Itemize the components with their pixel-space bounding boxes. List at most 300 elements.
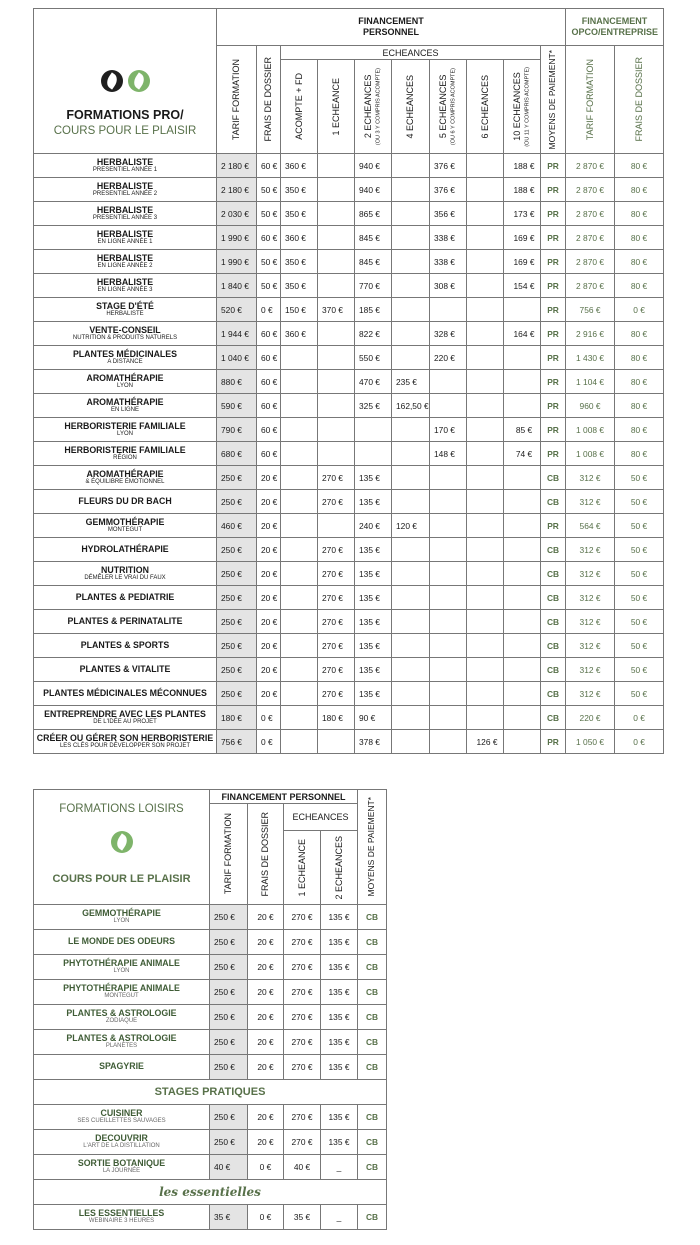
payment-method-cell: CB [541,538,566,562]
acompte-cell [281,394,318,418]
payment-method-cell: PR [541,250,566,274]
echeance-1-cell [318,418,355,442]
table-row [34,955,387,980]
opco-tarif-cell: 2 870 € [566,202,615,226]
course-title: GEMMOTHÉRAPIE [85,516,165,527]
echeance-2-cell [355,442,392,466]
tarif-cell: 250 € [210,1005,248,1030]
frais-cell: 0 € [248,1155,284,1180]
echeance-2-cell: 135 € [321,1130,358,1155]
course-name [34,682,217,706]
opco-frais-cell: 0 € [615,706,664,730]
echeance-6-cell: 126 € [467,730,504,754]
acompte-cell [281,466,318,490]
echeance-2-cell: 185 € [355,298,392,322]
opco-frais-cell: 80 € [615,250,664,274]
table-row [34,562,664,586]
payment-method-cell: PR [541,202,566,226]
payment-method-cell: PR [541,178,566,202]
tarif-cell: 250 € [217,538,257,562]
echeance-1-cell [318,274,355,298]
payment-method-cell: CB [541,706,566,730]
course-subtitle: DE L'IDÉE AU PROJET [93,718,157,725]
opco-tarif-cell: 312 € [566,682,615,706]
opco-frais-cell: 50 € [615,586,664,610]
payment-method-cell: PR [541,298,566,322]
echeance-4-cell [392,202,430,226]
course-title: HERBALISTE [96,204,154,215]
echeance-4-cell: 235 € [392,370,430,394]
echeance-6-cell [467,442,504,466]
tarif-cell: 250 € [210,955,248,980]
table-row [34,610,664,634]
course-name [34,730,217,754]
table-row [34,514,664,538]
echeance-4-cell [392,634,430,658]
course-subtitle: EN LIGNE ANNÉE 1 [97,238,153,245]
echeance-1-cell: 270 € [318,466,355,490]
opco-tarif-cell: 220 € [566,706,615,730]
echeance-4-cell [392,538,430,562]
course-title: PHYTOTHÉRAPIE ANIMALE [63,983,180,994]
table-row [34,202,664,226]
table-row [34,490,664,514]
course-title: PLANTES MÉDICINALES [72,348,178,359]
frais-cell: 20 € [248,1005,284,1030]
echeance-4-cell [392,466,430,490]
tarif-cell: 250 € [210,1130,248,1155]
echeance-1-cell: 370 € [318,298,355,322]
course-name [34,634,217,658]
frais-cell: 20 € [257,610,281,634]
echeance-5-cell: 148 € [430,442,467,466]
echeance-1-cell [318,226,355,250]
echeance-1-cell: 180 € [318,706,355,730]
echeance-4-cell [392,418,430,442]
echeance-4-cell: 120 € [392,514,430,538]
table-row [34,1105,387,1130]
echeance-2-cell: 550 € [355,346,392,370]
echeance-5-cell: 308 € [430,274,467,298]
echeance-6-cell [467,706,504,730]
pricing-table-pro [33,8,664,754]
payment-method-cell: CB [358,1205,387,1230]
echeance-2-cell: 135 € [321,1005,358,1030]
course-title: GEMMOTHÉRAPIE [82,908,161,919]
opco-frais-cell: 50 € [615,466,664,490]
payment-method-cell: CB [358,955,387,980]
course-name [34,274,217,298]
echeance-10-cell: 154 € [504,274,541,298]
opco-tarif-cell: 2 870 € [566,274,615,298]
course-subtitle: HERBALISTE [106,310,144,317]
header-4-echeances: 4 ECHEANCES [392,60,430,154]
table-row [34,682,664,706]
table-row [34,930,387,955]
acompte-cell [281,346,318,370]
acompte-cell [281,730,318,754]
tarif-cell: 250 € [217,658,257,682]
course-name [34,1030,210,1055]
table-row [34,1130,387,1155]
course-subtitle: LYON [113,968,130,975]
frais-cell: 20 € [257,466,281,490]
echeance-4-cell [392,658,430,682]
echeance-6-cell [467,154,504,178]
course-title: HERBALISTE [96,276,154,287]
echeance-6-cell [467,418,504,442]
payment-method-cell: PR [541,514,566,538]
echeance-2-cell: 135 € [355,538,392,562]
opco-frais-cell: 80 € [615,154,664,178]
echeance-10-cell: 188 € [504,178,541,202]
table-row [34,370,664,394]
echeance-1-cell [318,514,355,538]
opco-tarif-cell: 2 870 € [566,154,615,178]
course-subtitle: MONTEGUT [107,526,143,533]
echeance-1-cell [318,154,355,178]
frais-cell: 20 € [248,955,284,980]
echeance-1-cell: 270 € [284,955,321,980]
course-title: AROMATHÉRAPIE [86,372,164,383]
echeance-1-cell: 270 € [318,634,355,658]
echeance-4-cell [392,154,430,178]
course-name [34,1005,210,1030]
acompte-cell [281,562,318,586]
header-moyens-paiement: MOYENS DE PAIEMENT* [358,790,387,905]
echeance-6-cell [467,298,504,322]
echeance-2-cell: 135 € [321,955,358,980]
echeance-4-cell [392,586,430,610]
echeance-2-cell: 135 € [321,980,358,1005]
table-row [34,274,664,298]
opco-frais-cell: 80 € [615,370,664,394]
opco-tarif-cell: 312 € [566,658,615,682]
frais-cell: 0 € [257,298,281,322]
echeance-10-cell: 169 € [504,226,541,250]
frais-cell: 20 € [248,1105,284,1130]
echeance-5-cell: 338 € [430,226,467,250]
acompte-cell [281,634,318,658]
course-name [34,394,217,418]
frais-cell: 20 € [257,586,281,610]
opco-tarif-cell: 1 430 € [566,346,615,370]
tarif-cell: 1 840 € [217,274,257,298]
acompte-cell: 350 € [281,178,318,202]
course-title: HYDROLATHÉRAPIE [81,543,169,554]
acompte-cell [281,442,318,466]
payment-method-cell: CB [541,682,566,706]
opco-frais-cell: 50 € [615,514,664,538]
opco-tarif-cell: 960 € [566,394,615,418]
echeance-6-cell [467,610,504,634]
echeance-2-cell: 135 € [321,1105,358,1130]
echeance-4-cell [392,178,430,202]
echeance-2-cell: 822 € [355,322,392,346]
course-name [34,980,210,1005]
payment-method-cell: PR [541,274,566,298]
echeance-1-cell [318,730,355,754]
course-title: AROMATHÉRAPIE [86,468,164,479]
frais-cell: 50 € [257,202,281,226]
table-row [34,730,664,754]
opco-tarif-cell: 1 008 € [566,442,615,466]
tarif-cell: 250 € [217,586,257,610]
echeance-1-cell [318,442,355,466]
echeance-1-cell: 35 € [284,1205,321,1230]
echeance-2-cell: 865 € [355,202,392,226]
opco-frais-cell: 50 € [615,658,664,682]
table-row [34,634,664,658]
acompte-cell [281,706,318,730]
opco-frais-cell: 50 € [615,490,664,514]
echeance-1-cell: 40 € [284,1155,321,1180]
course-title: CUISINER [100,1108,143,1119]
course-name [34,418,217,442]
tarif-cell: 250 € [217,466,257,490]
table-row [34,466,664,490]
echeance-1-cell: 270 € [318,562,355,586]
opco-frais-cell: 0 € [615,298,664,322]
opco-frais-cell: 50 € [615,634,664,658]
course-name [34,370,217,394]
frais-cell: 0 € [257,706,281,730]
echeance-1-cell: 270 € [318,490,355,514]
payment-method-cell: PR [541,730,566,754]
acompte-cell [281,538,318,562]
opco-tarif-cell: 1 050 € [566,730,615,754]
course-subtitle: PRESENTIEL ANNÉE 3 [92,214,158,221]
acompte-cell: 360 € [281,322,318,346]
tarif-cell: 880 € [217,370,257,394]
opco-frais-cell: 50 € [615,682,664,706]
payment-method-cell: CB [541,490,566,514]
frais-cell: 20 € [257,562,281,586]
payment-method-cell: CB [358,1005,387,1030]
opco-tarif-cell: 2 870 € [566,178,615,202]
header-financement-personnel: FINANCEMENT PERSONNEL [210,790,358,804]
header-tarif: TARIF FORMATION [217,46,257,154]
course-title: PLANTES & VITALITE [79,663,171,674]
course-name [34,346,217,370]
echeance-4-cell [392,298,430,322]
leaf-dark-icon [101,70,123,92]
echeance-10-cell [504,394,541,418]
course-title: HERBALISTE [96,156,154,167]
frais-cell: 60 € [257,370,281,394]
echeance-1-cell: 270 € [284,905,321,930]
echeance-2-cell: 135 € [355,610,392,634]
echeance-2-cell: 90 € [355,706,392,730]
course-name [34,226,217,250]
table-row [34,1005,387,1030]
course-name [34,154,217,178]
echeance-6-cell [467,586,504,610]
tarif-cell: 790 € [217,418,257,442]
payment-method-cell: CB [358,980,387,1005]
echeance-10-cell [504,370,541,394]
table-row [34,418,664,442]
frais-cell: 0 € [248,1205,284,1230]
echeance-2-cell: 470 € [355,370,392,394]
header-opco-frais: FRAIS DE DOSSIER [615,46,664,154]
course-name [34,322,217,346]
header-frais: FRAIS DE DOSSIER [248,804,284,905]
opco-frais-cell: 80 € [615,394,664,418]
course-title: PLANTES & ASTROLOGIE [66,1008,177,1019]
course-subtitle: L'ART DE LA DISTILLATION [83,1143,160,1150]
frais-cell: 60 € [257,346,281,370]
echeance-5-cell [430,298,467,322]
echeance-6-cell [467,394,504,418]
tarif-cell: 1 040 € [217,346,257,370]
echeance-10-cell [504,682,541,706]
echeance-10-cell [504,490,541,514]
course-title: PLANTES & ASTROLOGIE [66,1033,177,1044]
echeance-2-cell: 770 € [355,274,392,298]
opco-tarif-cell: 2 870 € [566,250,615,274]
frais-cell: 20 € [248,905,284,930]
opco-frais-cell: 80 € [615,226,664,250]
course-name [34,490,217,514]
payment-method-cell: PR [541,346,566,370]
header-financement-personnel: FINANCEMENT PERSONNEL [217,9,566,46]
echeance-1-cell [318,202,355,226]
echeance-5-cell [430,490,467,514]
echeance-6-cell [467,514,504,538]
echeance-1-cell: 270 € [284,980,321,1005]
course-subtitle: RÉGION [113,454,137,461]
opco-frais-cell: 80 € [615,346,664,370]
acompte-cell [281,586,318,610]
header-opco-tarif: TARIF FORMATION [566,46,615,154]
course-title: HERBALISTE [96,180,154,191]
echeance-10-cell [504,586,541,610]
acompte-cell: 150 € [281,298,318,322]
table-row [34,154,664,178]
payment-method-cell: PR [541,370,566,394]
echeance-1-cell: 270 € [318,610,355,634]
echeance-2-cell: 940 € [355,178,392,202]
course-subtitle: LES CLÉS POUR DÉVELOPPER SON PROJET [59,742,191,749]
payment-method-cell: CB [541,466,566,490]
course-name [34,586,217,610]
course-subtitle: EN LIGNE [110,406,139,413]
table-row [34,442,664,466]
echeance-4-cell [392,250,430,274]
echeance-10-cell [504,658,541,682]
acompte-cell [281,370,318,394]
course-title: NUTRITION [101,564,149,575]
tarif-cell: 180 € [217,706,257,730]
opco-tarif-cell: 2 870 € [566,226,615,250]
payment-method-cell: CB [541,658,566,682]
table-row [34,346,664,370]
frais-cell: 60 € [257,418,281,442]
logo [34,70,216,92]
frais-cell: 20 € [257,538,281,562]
echeance-2-cell: 135 € [321,1030,358,1055]
course-name [34,1055,210,1080]
echeance-10-cell: 188 € [504,154,541,178]
echeance-5-cell [430,682,467,706]
tarif-cell: 250 € [210,905,248,930]
echeance-4-cell [392,706,430,730]
header-echeances: ECHEANCES [281,46,541,60]
echeance-10-cell: 173 € [504,202,541,226]
echeance-10-cell [504,514,541,538]
echeance-10-cell: 74 € [504,442,541,466]
course-subtitle: MONTEGUT [104,993,139,1000]
echeance-6-cell [467,226,504,250]
payment-method-cell: PR [541,154,566,178]
course-title: LES ESSENTIELLES [78,1208,165,1219]
section-stages-pratiques: STAGES PRATIQUES [34,1080,387,1105]
course-name [34,202,217,226]
course-title: HERBORISTERIE FAMILIALE [64,420,186,431]
course-title: PHYTOTHÉRAPIE ANIMALE [63,958,180,969]
course-subtitle: A DISTANCE [107,358,143,365]
echeance-6-cell [467,634,504,658]
course-subtitle: LA JOURNÉE [102,1168,141,1175]
course-title: PLANTES MÉDICINALES MÉCONNUES [43,687,207,698]
acompte-cell: 350 € [281,274,318,298]
course-subtitle: WEBINAIRE 3 HEURES [88,1218,155,1225]
section-row [34,1080,387,1105]
course-name [34,1105,210,1130]
header-6-echeances: 6 ECHEANCES [467,60,504,154]
course-title: HERBALISTE [96,228,154,239]
leaf-green-icon [111,831,133,853]
opco-frais-cell: 80 € [615,322,664,346]
table-row [34,538,664,562]
frais-cell: 20 € [257,490,281,514]
echeance-5-cell: 356 € [430,202,467,226]
payment-method-cell: CB [358,1130,387,1155]
opco-tarif-cell: 312 € [566,538,615,562]
echeance-1-cell: 270 € [318,586,355,610]
tarif-cell: 250 € [210,1105,248,1130]
acompte-cell [281,418,318,442]
opco-tarif-cell: 312 € [566,466,615,490]
course-name [34,466,217,490]
frais-cell: 20 € [257,658,281,682]
echeance-1-cell: 270 € [318,538,355,562]
opco-tarif-cell: 756 € [566,298,615,322]
echeance-2-cell: 240 € [355,514,392,538]
tarif-cell: 1 990 € [217,226,257,250]
echeance-1-cell: 270 € [284,1130,321,1155]
echeance-1-cell [318,346,355,370]
echeance-5-cell [430,658,467,682]
course-name [34,1155,210,1180]
opco-tarif-cell: 564 € [566,514,615,538]
payment-method-cell: CB [358,1155,387,1180]
acompte-cell: 360 € [281,154,318,178]
echeance-4-cell [392,226,430,250]
table-row [34,322,664,346]
echeance-2-cell: 378 € [355,730,392,754]
echeance-10-cell: 169 € [504,250,541,274]
course-title: CRÉER OU GÉRER SON HERBORISTERIE [36,732,214,743]
opco-tarif-cell: 312 € [566,586,615,610]
echeance-10-cell [504,562,541,586]
echeance-10-cell [504,346,541,370]
table-row [34,980,387,1005]
echeance-10-cell: 164 € [504,322,541,346]
echeance-6-cell [467,202,504,226]
payment-method-cell: PR [541,418,566,442]
